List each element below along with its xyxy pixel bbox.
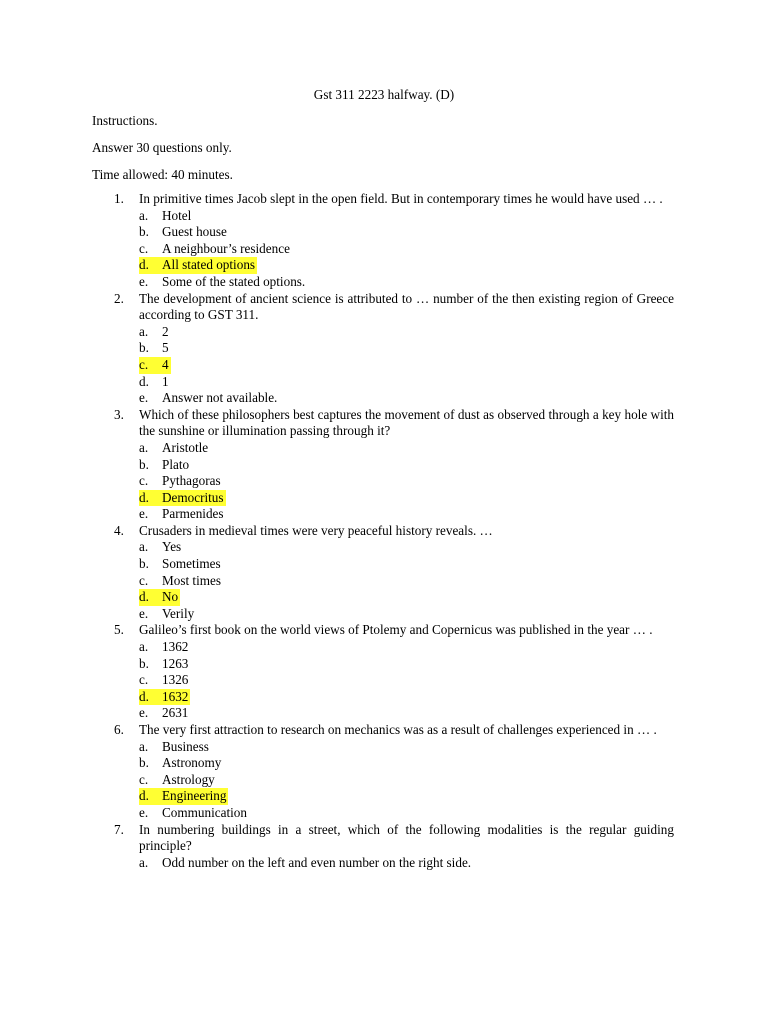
option-letter: a. bbox=[139, 854, 149, 870]
question-item bbox=[0, 722, 768, 822]
option-text: Parmenides bbox=[162, 506, 224, 522]
option-letter: d. bbox=[139, 589, 162, 606]
option-text: Engineering bbox=[162, 788, 227, 804]
option-letter: b. bbox=[139, 755, 149, 771]
option-text: 4 bbox=[162, 356, 169, 372]
option-letter: e. bbox=[139, 705, 149, 721]
answer-option bbox=[0, 390, 768, 407]
option-letter: a. bbox=[139, 323, 149, 339]
option-letter: d. bbox=[139, 257, 162, 274]
answer-option bbox=[0, 606, 768, 623]
question-text: In primitive times Jacob slept in the open field. But in contemporary times he would have used … . bbox=[139, 191, 663, 206]
option-text: 1263 bbox=[162, 655, 189, 671]
option-text: Plato bbox=[162, 456, 190, 472]
option-letter: d. bbox=[139, 788, 162, 805]
question-item bbox=[0, 291, 768, 407]
time-allowed: Time allowed: 40 minutes. bbox=[92, 167, 233, 182]
question-item bbox=[0, 407, 768, 523]
option-text: 5 bbox=[162, 340, 169, 356]
option-letter: c. bbox=[139, 771, 149, 787]
option-text: Astronomy bbox=[162, 755, 222, 771]
answer-option bbox=[0, 324, 768, 341]
option-letter: b. bbox=[139, 655, 149, 671]
option-letter: c. bbox=[139, 572, 149, 588]
answer-option bbox=[0, 855, 768, 872]
option-text: Guest house bbox=[162, 224, 227, 240]
option-text: 1362 bbox=[162, 639, 189, 655]
option-text: 1632 bbox=[162, 688, 189, 704]
answer-option-highlighted bbox=[0, 589, 768, 606]
question-list bbox=[0, 191, 768, 871]
option-text: Communication bbox=[162, 804, 247, 820]
option-text: Some of the stated options. bbox=[162, 273, 306, 289]
option-text: 1 bbox=[162, 373, 169, 389]
answer-option bbox=[0, 224, 768, 241]
answer-option bbox=[0, 805, 768, 822]
option-text: Odd number on the left and even number on the right side. bbox=[162, 854, 472, 870]
answer-option bbox=[0, 739, 768, 756]
question-text: Which of these philosophers best captures the movement of dust as observed through a key hole with the sunshine or illumination passing through it? bbox=[139, 406, 674, 439]
option-text: Aristotle bbox=[162, 439, 209, 455]
instructions-heading: Instructions. bbox=[92, 113, 158, 128]
answer-option bbox=[0, 506, 768, 523]
option-text: Pythagoras bbox=[162, 473, 221, 489]
option-letter: c. bbox=[139, 357, 162, 374]
question-item bbox=[0, 191, 768, 291]
option-letter: c. bbox=[139, 672, 149, 688]
answer-option-highlighted bbox=[0, 357, 768, 374]
answer-option bbox=[0, 473, 768, 490]
option-letter: b. bbox=[139, 224, 149, 240]
question-text: In numbering buildings in a street, which of the following modalities is the regular guiding principle? bbox=[139, 821, 674, 854]
question-stem bbox=[0, 622, 674, 639]
option-letter: c. bbox=[139, 473, 149, 489]
question-item bbox=[0, 523, 768, 623]
option-text: No bbox=[162, 589, 179, 605]
question-number: 5. bbox=[114, 622, 124, 638]
answer-option bbox=[0, 772, 768, 789]
answer-option-highlighted bbox=[0, 490, 768, 507]
option-letter: b. bbox=[139, 456, 149, 472]
option-letter: a. bbox=[139, 439, 149, 455]
option-letter: e. bbox=[139, 605, 149, 621]
option-text: Most times bbox=[162, 572, 221, 588]
option-letter: e. bbox=[139, 506, 149, 522]
question-number: 4. bbox=[114, 522, 124, 538]
option-text: Astrology bbox=[162, 771, 215, 787]
question-number: 3. bbox=[114, 406, 124, 422]
option-letter: b. bbox=[139, 340, 149, 356]
question-text: The development of ancient science is attributed to … number of the then existing region of Greece according to GST 311. bbox=[139, 290, 674, 323]
option-letter: a. bbox=[139, 207, 149, 223]
option-text: 2 bbox=[162, 323, 169, 339]
question-text: Galileo’s first book on the world views of Ptolemy and Copernicus was published in the year … . bbox=[139, 622, 653, 638]
answer-option bbox=[0, 440, 768, 457]
answer-option-highlighted bbox=[0, 788, 768, 805]
option-letter: a. bbox=[139, 639, 149, 655]
option-letter: e. bbox=[139, 390, 149, 406]
option-text: Answer not available. bbox=[162, 390, 278, 406]
question-stem bbox=[0, 191, 674, 208]
option-letter: d. bbox=[139, 373, 149, 389]
answer-option bbox=[0, 573, 768, 590]
question-number: 2. bbox=[114, 290, 124, 306]
question-text: The very first attraction to research on mechanics was as a result of challenges experienced in … . bbox=[139, 722, 657, 737]
question-stem bbox=[0, 407, 674, 440]
answer-option bbox=[0, 340, 768, 357]
answer-option bbox=[0, 672, 768, 689]
answer-option bbox=[0, 539, 768, 556]
question-item bbox=[0, 622, 768, 722]
answer-option bbox=[0, 374, 768, 391]
option-letter: d. bbox=[139, 689, 162, 706]
answer-option bbox=[0, 208, 768, 225]
option-text: Business bbox=[162, 738, 209, 754]
question-stem bbox=[0, 291, 674, 324]
question-number: 1. bbox=[114, 191, 124, 206]
option-letter: a. bbox=[139, 738, 149, 754]
option-text: Hotel bbox=[162, 207, 192, 223]
answer-option bbox=[0, 656, 768, 673]
option-letter: a. bbox=[139, 539, 149, 555]
answer-instruction: Answer 30 questions only. bbox=[92, 140, 232, 155]
option-text: 2631 bbox=[162, 705, 189, 721]
option-letter: e. bbox=[139, 273, 149, 289]
option-text: A neighbour’s residence bbox=[162, 240, 290, 256]
option-text: Verily bbox=[162, 605, 195, 621]
option-text: All stated options bbox=[162, 257, 256, 273]
option-text: 1326 bbox=[162, 672, 189, 688]
answer-option-highlighted bbox=[0, 257, 768, 274]
question-stem bbox=[0, 822, 674, 855]
document-title: Gst 311 2223 halfway. (D) bbox=[313, 87, 455, 102]
answer-option bbox=[0, 457, 768, 474]
option-text: Yes bbox=[162, 539, 182, 555]
answer-option bbox=[0, 556, 768, 573]
question-stem bbox=[0, 523, 674, 540]
option-text: Sometimes bbox=[162, 556, 221, 572]
question-stem bbox=[0, 722, 674, 739]
answer-option bbox=[0, 274, 768, 291]
question-text: Crusaders in medieval times were very peaceful history reveals. … bbox=[139, 522, 493, 538]
option-text: Democritus bbox=[162, 489, 224, 505]
option-letter: d. bbox=[139, 490, 162, 507]
option-letter: c. bbox=[139, 240, 149, 256]
answer-option bbox=[0, 639, 768, 656]
question-number: 6. bbox=[114, 722, 124, 737]
answer-option bbox=[0, 241, 768, 258]
question-number: 7. bbox=[114, 821, 124, 837]
answer-option-highlighted bbox=[0, 689, 768, 706]
question-item bbox=[0, 822, 768, 872]
answer-option bbox=[0, 755, 768, 772]
option-letter: e. bbox=[139, 804, 149, 820]
answer-option bbox=[0, 705, 768, 722]
option-letter: b. bbox=[139, 556, 149, 572]
